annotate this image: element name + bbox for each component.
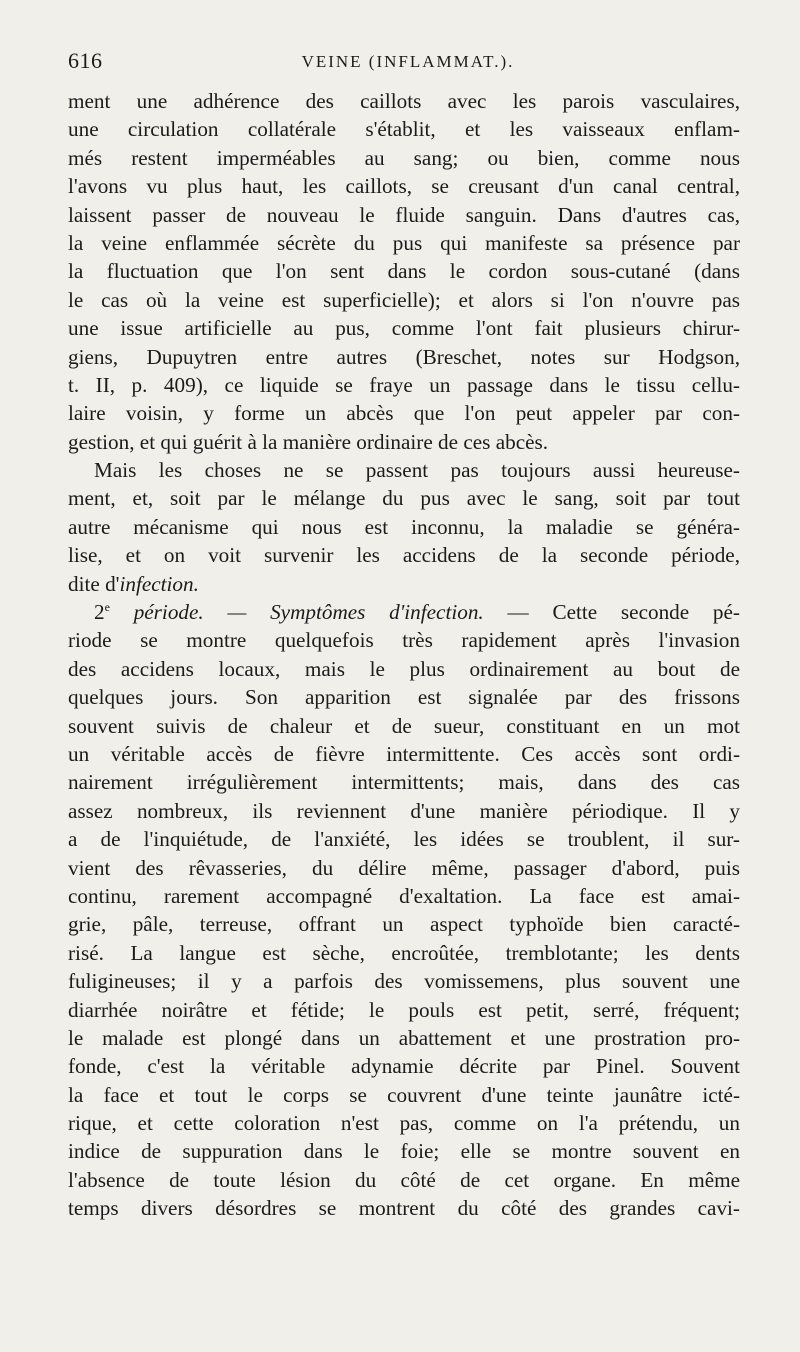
- text-line: ment une adhérence des caillots avec les parois vasculaires,: [68, 89, 740, 113]
- text-line: grie, pâle, terreuse, offrant un aspect typhoïde bien caracté-: [68, 912, 740, 937]
- text-line: a de l'inquiétude, de l'anxiété, les idées se troublent, il sur-: [68, 827, 740, 852]
- text-line: diarrhée noirâtre et fétide; le pouls est petit, serré, fréquent;: [68, 997, 740, 1022]
- text-line: des accidens locaux, mais le plus ordinairement au bout de: [68, 656, 740, 681]
- text-line: indice de suppuration dans le foie; elle se montre souvent en: [68, 1139, 740, 1164]
- text-line: fuligineuses; il y a parfois des vomissemens, plus souvent une: [68, 969, 740, 994]
- text-line: l'avons vu plus haut, les caillots, se creusant d'un canal central,: [68, 174, 740, 199]
- section-heading: période. — Symptômes d'infection.: [133, 600, 484, 625]
- text-line: rique, et cette coloration n'est pas, comme on l'a prétendu, un: [68, 1111, 740, 1136]
- italic-term: infection.: [119, 571, 199, 596]
- text-line: Mais les choses ne se passent pas toujours aussi heureuse-: [94, 458, 740, 483]
- text-line: quelques jours. Son apparition est signalée par des frissons: [68, 685, 740, 710]
- text-line: giens, Dupuytren entre autres (Breschet, notes sur Hodgson,: [68, 344, 740, 369]
- text-line: le cas où la veine est superficielle); et alors si l'on n'ouvre pas: [68, 287, 740, 312]
- period-number: 2: [94, 600, 105, 625]
- running-header: [68, 44, 748, 80]
- text-line: assez nombreux, ils reviennent d'une manière périodique. Il y: [68, 798, 740, 823]
- text-line: autre mécanisme qui nous est inconnu, la maladie se généra-: [68, 514, 740, 539]
- text-line: laissent passer de nouveau le fluide sanguin. Dans d'autres cas,: [68, 202, 740, 227]
- text-line: l'absence de toute lésion du côté de cet organe. En même: [68, 1167, 740, 1192]
- text-line: lise, et on voit survenir les accidens de la seconde période,: [68, 543, 740, 568]
- text-line: fonde, c'est la véritable adynamie décrite par Pinel. Souvent: [68, 1054, 740, 1079]
- text-line: més restent imperméables au sang; ou bien, comme nous: [68, 145, 740, 170]
- text-line: ment, et, soit par le mélange du pus avec le sang, soit par tout: [68, 486, 740, 511]
- text-line: gestion, et qui guérit à la manière ordinaire de ces abcès.: [68, 429, 549, 454]
- ordinal-suffix: e: [104, 599, 110, 614]
- text-segment: — Cette seconde pé-: [507, 600, 740, 625]
- text-line: un véritable accès de fièvre intermittente. Ces accès sont ordi-: [68, 741, 740, 766]
- text-line: une issue artificielle au pus, comme l'ont fait plusieurs chirur-: [68, 316, 740, 341]
- text-line: vient des rêvasseries, du délire même, passager d'abord, puis: [68, 855, 740, 880]
- text-line: riode se montre quelquefois très rapidement après l'invasion: [68, 628, 740, 653]
- text-line: laire voisin, y forme un abcès que l'on peut appeler par con-: [68, 401, 740, 426]
- body-text: [68, 87, 740, 1223]
- section-heading-line: [68, 598, 740, 626]
- running-title: VEINE (INFLAMMAT.).: [301, 52, 515, 71]
- text-line: risé. La langue est sèche, encroûtée, tremblotante; les dents: [68, 940, 740, 965]
- text-line: [68, 570, 740, 598]
- text-segment: dite d': [68, 571, 120, 596]
- text-line: souvent suivis de chaleur et de sueur, constituant en un mot: [68, 713, 740, 738]
- text-line: la fluctuation que l'on sent dans le cordon sous-cutané (dans: [68, 259, 740, 284]
- text-line: le malade est plongé dans un abattement et une prostration pro-: [68, 1025, 740, 1050]
- text-line: t. II, p. 409), ce liquide se fraye un passage dans le tissu cellu-: [68, 372, 740, 397]
- text-line: la face et tout le corps se couvrent d'une teinte jaunâtre icté-: [68, 1082, 740, 1107]
- text-line: temps divers désordres se montrent du côté des grandes cavi-: [68, 1196, 740, 1221]
- text-line: la veine enflammée sécrète du pus qui manifeste sa présence par: [68, 230, 740, 255]
- text-line: nairement irrégulièrement intermittents; mais, dans des cas: [68, 770, 740, 795]
- text-line: continu, rarement accompagné d'exaltation. La face est amai-: [68, 883, 740, 908]
- text-line: une circulation collatérale s'établit, et les vaisseaux enflam-: [68, 117, 740, 142]
- page-number: 616: [68, 48, 103, 73]
